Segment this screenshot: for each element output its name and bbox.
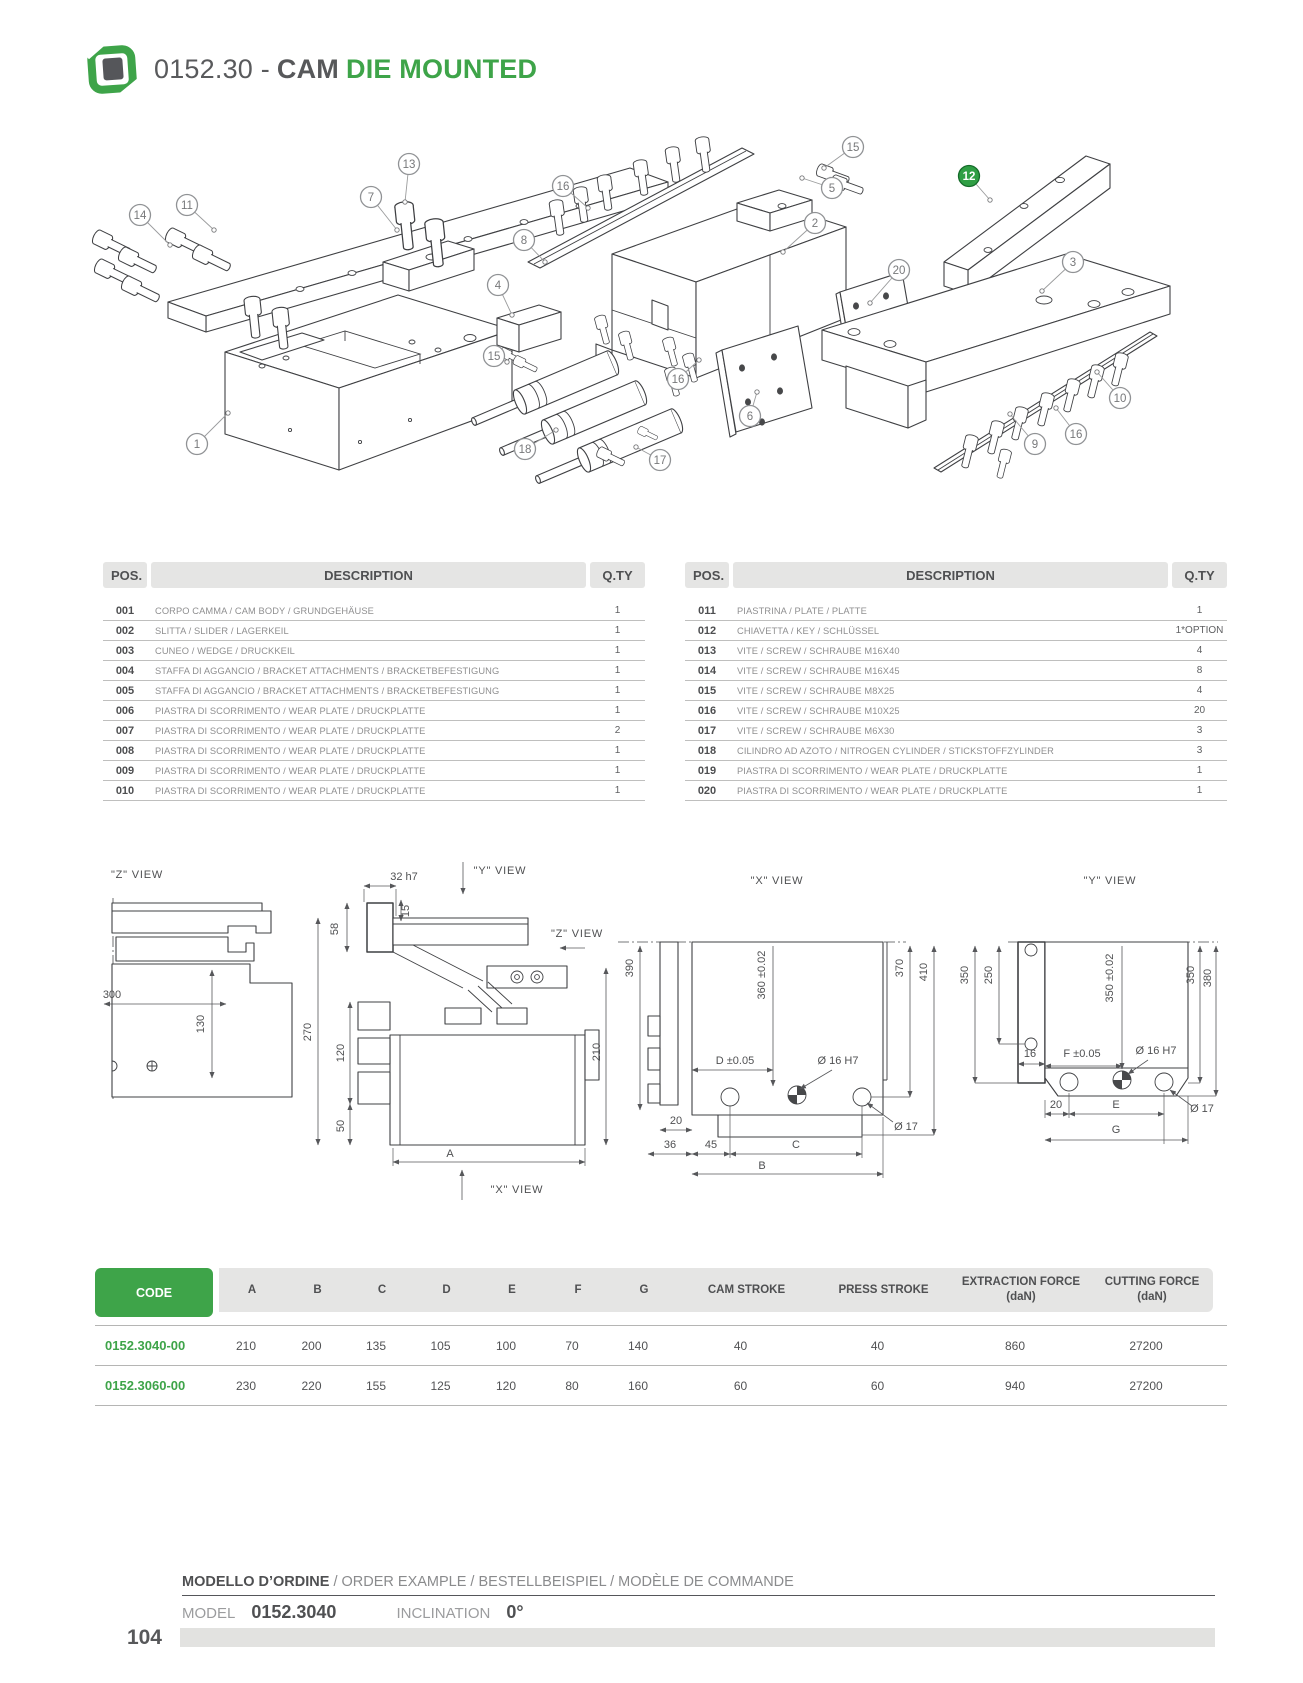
part-pos: 017 — [697, 724, 717, 737]
part-qty: 2 — [614, 725, 621, 736]
spec-column-header: CAM STROKE — [707, 1283, 786, 1296]
dimension-label: Ø 16 H7 — [817, 1055, 859, 1067]
spec-table — [95, 1268, 1227, 1406]
spec-code-value: 0152.3040-00 — [105, 1338, 186, 1353]
table-row — [103, 681, 645, 701]
part-description: STAFFA DI AGGANCIO / BRACKET ATTACHMENTS / BRACKETBEFESTIGUNG — [155, 665, 500, 676]
spec-table-rows — [95, 1325, 1227, 1406]
dimension-label: G — [1111, 1124, 1121, 1136]
table-row — [103, 741, 645, 761]
page-title — [154, 54, 537, 85]
dimension-label: A — [446, 1148, 454, 1160]
callout-balloon — [361, 187, 400, 233]
svg-text:13: 13 — [402, 159, 416, 171]
part-pos: 004 — [115, 664, 135, 677]
dimension-label: 370 — [894, 958, 906, 978]
svg-text:16: 16 — [1069, 429, 1083, 441]
svg-text:16: 16 — [671, 374, 685, 386]
dimension-label: C — [792, 1139, 800, 1151]
svg-text:1: 1 — [193, 439, 201, 451]
view-title: "Z" VIEW — [550, 928, 604, 940]
part-qty: 1 — [614, 705, 621, 716]
spec-cell: 155 — [365, 1378, 387, 1393]
spec-cell: 125 — [430, 1378, 451, 1393]
spec-cell: 27200 — [1129, 1378, 1163, 1393]
part-description: PIASTRA DI SCORRIMENTO / WEAR PLATE / DRUCKPLATTE — [155, 785, 426, 796]
dimension-label: 410 — [918, 962, 930, 982]
part-qty: 1 — [1196, 785, 1203, 796]
spec-cell: 60 — [870, 1378, 885, 1393]
view-title: "Y" VIEW — [473, 865, 527, 877]
part-qty: 20 — [1193, 705, 1206, 716]
parts-table-header — [685, 562, 1227, 588]
part-qty: 1 — [614, 605, 621, 616]
spec-column-header: PRESS STROKE — [838, 1283, 929, 1296]
dimension-label: 130 — [195, 1014, 207, 1034]
part-description: STAFFA DI AGGANCIO / BRACKET ATTACHMENTS / BRACKETBEFESTIGUNG — [155, 685, 500, 696]
dimension-label: Ø 16 H7 — [1135, 1045, 1177, 1057]
page-number: 104 — [126, 1626, 162, 1649]
spec-column-header: CUTTING FORCE (daN) — [1104, 1276, 1200, 1303]
part-description: PIASTRA DI SCORRIMENTO / WEAR PLATE / DRUCKPLATTE — [737, 785, 1008, 796]
spec-cell: 100 — [495, 1338, 517, 1353]
part-qty: 1 — [614, 685, 621, 696]
part-pos: 006 — [115, 704, 135, 717]
part-pos: 003 — [115, 644, 135, 657]
spec-cell: 40 — [870, 1338, 885, 1353]
dimension-label: 360 ±0.02 — [756, 950, 768, 1000]
spec-column-header: D — [442, 1283, 451, 1296]
part-description: PIASTRINA / PLATE / PLATTE — [737, 605, 867, 616]
callout-balloon — [488, 275, 515, 318]
callout-balloon — [1095, 370, 1131, 409]
dimension-views-drawing — [80, 855, 1220, 1235]
dimension-label: Ø 17 — [894, 1121, 918, 1133]
spec-cell: 210 — [235, 1338, 257, 1353]
spec-cell: 105 — [430, 1338, 451, 1353]
spec-row — [95, 1366, 1227, 1405]
table-row — [685, 661, 1227, 681]
part-description: PIASTRA DI SCORRIMENTO / WEAR PLATE / DRUCKPLATTE — [155, 705, 426, 716]
spec-column-header: A — [247, 1283, 257, 1296]
svg-text:11: 11 — [181, 200, 193, 212]
table-row — [685, 621, 1227, 641]
inclination-label: INCLINATION — [396, 1605, 491, 1622]
svg-text:8: 8 — [520, 235, 528, 247]
table-row — [685, 641, 1227, 661]
dimension-label: 350 — [1185, 965, 1197, 985]
part-pos: 016 — [697, 704, 717, 717]
spec-cell: 27200 — [1129, 1338, 1163, 1353]
spec-cell: 120 — [495, 1378, 517, 1393]
part-pos: 018 — [697, 744, 717, 757]
spec-cell: 230 — [235, 1378, 257, 1393]
view-title: "Y" VIEW — [1083, 875, 1137, 887]
parts-table-right — [685, 562, 1227, 801]
part-description: PIASTRA DI SCORRIMENTO / WEAR PLATE / DRUCKPLATTE — [155, 725, 426, 736]
row-separator — [95, 1405, 1227, 1406]
dimension-label: 58 — [329, 922, 341, 936]
dimension-label: 32 h7 — [390, 871, 418, 883]
part-qty: 3 — [1196, 745, 1203, 756]
svg-text:5: 5 — [828, 183, 836, 195]
table-row — [685, 601, 1227, 621]
spec-column-header: G — [639, 1283, 649, 1296]
part-pos: 001 — [115, 604, 135, 617]
dimension-label: 250 — [983, 965, 995, 985]
callout-balloon — [800, 176, 843, 199]
dimension-label: 20 — [669, 1115, 683, 1127]
dimension-label: F ±0.05 — [1063, 1048, 1101, 1060]
dimension-label: E — [1112, 1099, 1120, 1111]
dimension-label: Ø 17 — [1190, 1103, 1214, 1115]
spec-row — [95, 1326, 1227, 1365]
column-header-code: CODE — [95, 1268, 213, 1317]
part-qty: 3 — [1196, 725, 1203, 736]
part-pos: 019 — [697, 764, 717, 777]
callout-balloon — [177, 195, 217, 233]
svg-text:3: 3 — [1069, 257, 1077, 269]
spec-cell: 80 — [565, 1378, 579, 1393]
column-header-description: DESCRIPTION — [733, 562, 1168, 588]
footer-bar — [180, 1628, 1215, 1647]
svg-text:2: 2 — [811, 218, 819, 230]
part-qty: 4 — [1196, 645, 1203, 656]
dimension-label: B — [758, 1160, 766, 1172]
title-die-mounted: DIE MOUNTED — [346, 53, 538, 84]
part-qty: 1 — [614, 765, 621, 776]
part-qty: 1 — [1196, 605, 1203, 616]
part-pos: 010 — [115, 784, 135, 797]
table-row — [685, 721, 1227, 741]
table-row — [685, 681, 1227, 701]
callout-balloon — [399, 154, 420, 205]
callout-balloon — [130, 205, 173, 248]
part-qty: 1*OPTION — [1175, 625, 1224, 636]
part-qty: 1 — [1196, 765, 1203, 776]
part-description: VITE / SCREW / SCHRAUBE M10X25 — [737, 705, 900, 716]
svg-text:7: 7 — [367, 192, 375, 204]
parts-table-header — [103, 562, 645, 588]
table-row — [103, 641, 645, 661]
dimension-label: 50 — [335, 1119, 347, 1133]
order-example-line — [182, 1602, 524, 1623]
svg-text:6: 6 — [746, 411, 754, 423]
dimension-label: D ±0.05 — [715, 1055, 755, 1067]
dimension-label: 350 ±0.02 — [1104, 953, 1116, 1003]
table-row — [685, 761, 1227, 781]
brand-logo-icon — [86, 42, 140, 96]
spec-cell: 135 — [365, 1338, 387, 1353]
table-row — [685, 741, 1227, 761]
part-pos: 013 — [697, 644, 717, 657]
column-header-pos: POS. — [685, 562, 729, 588]
part-description: PIASTRA DI SCORRIMENTO / WEAR PLATE / DRUCKPLATTE — [737, 765, 1008, 776]
part-description: VITE / SCREW / SCHRAUBE M6X30 — [737, 725, 895, 736]
spec-column-header: B — [313, 1283, 322, 1296]
part-description: PIASTRA DI SCORRIMENTO / WEAR PLATE / DRUCKPLATTE — [155, 765, 426, 776]
column-header-qty: Q.TY — [590, 562, 645, 588]
svg-text:17: 17 — [653, 455, 667, 467]
svg-text:4: 4 — [494, 280, 502, 292]
spec-column-header: EXTRACTION FORCE (daN) — [961, 1276, 1081, 1303]
part-pos: 002 — [115, 624, 135, 637]
svg-text:16: 16 — [556, 181, 570, 193]
part-qty: 1 — [614, 645, 621, 656]
part-pos: 015 — [697, 684, 717, 697]
dimension-label: 45 — [704, 1139, 718, 1151]
view-title: "X" VIEW — [750, 875, 804, 887]
part-qty: 8 — [1196, 665, 1203, 676]
part-pos: 005 — [115, 684, 135, 697]
part-qty: 1 — [614, 785, 621, 796]
spec-cell: 40 — [733, 1338, 748, 1353]
part-pos: 011 — [698, 604, 716, 617]
part-pos: 009 — [115, 764, 135, 777]
dimension-label: 120 — [335, 1043, 347, 1063]
callout-balloon-highlight — [959, 166, 993, 203]
model-value: 0152.3040 — [251, 1602, 337, 1622]
svg-text:14: 14 — [133, 210, 147, 222]
spec-cell: 860 — [1004, 1338, 1026, 1353]
table-row — [685, 781, 1227, 801]
parts-table-left — [103, 562, 645, 801]
part-description: CUNEO / WEDGE / DRUCKKEIL — [155, 645, 295, 656]
table-row — [103, 601, 645, 621]
callout-balloon — [822, 137, 864, 171]
spec-column-header: C — [377, 1283, 387, 1296]
dimension-label: 350 — [959, 965, 971, 985]
spec-cell: 160 — [627, 1378, 649, 1393]
dimension-label: 210 — [591, 1042, 603, 1062]
part-pos: 012 — [697, 624, 717, 637]
part-description: CHIAVETTA / KEY / SCHLÜSSEL — [737, 625, 880, 636]
spec-table-header — [95, 1268, 1227, 1317]
table-row — [103, 721, 645, 741]
product-code: 0152.30 - — [154, 53, 270, 84]
part-description: VITE / SCREW / SCHRAUBE M16X40 — [737, 645, 900, 656]
table-row — [103, 701, 645, 721]
part-pos: 007 — [115, 724, 135, 737]
spec-column-header: F — [574, 1283, 582, 1296]
dimension-label: 390 — [624, 958, 636, 978]
part-pos: 008 — [115, 744, 135, 757]
column-header-qty: Q.TY — [1172, 562, 1227, 588]
dimension-label: 300 — [102, 989, 122, 1001]
view-title: "Z" VIEW — [110, 869, 164, 881]
part-qty: 1 — [614, 745, 621, 756]
page-header — [86, 42, 537, 96]
table-row — [103, 621, 645, 641]
title-cam: CAM — [276, 53, 339, 84]
svg-text:15: 15 — [487, 351, 501, 363]
part-qty: 1 — [614, 665, 621, 676]
svg-text:15: 15 — [846, 142, 860, 154]
table-row — [103, 781, 645, 801]
part-description: SLITTA / SLIDER / LAGERKEIL — [155, 625, 289, 636]
part-description: VITE / SCREW / SCHRAUBE M8X25 — [737, 685, 895, 696]
order-example-heading — [182, 1574, 1215, 1596]
order-example-rest: / ORDER EXAMPLE / BESTELLBEISPIEL / MODÈLE DE COMMANDE — [329, 1574, 794, 1590]
spec-column-headers — [219, 1268, 1213, 1312]
column-header-pos: POS. — [103, 562, 147, 588]
spec-cell: 60 — [733, 1378, 748, 1393]
order-example-bold: MODELLO D’ORDINE — [182, 1574, 330, 1590]
model-label: MODEL — [182, 1605, 236, 1622]
part-qty: 1 — [614, 625, 621, 636]
callout-balloon — [634, 445, 671, 471]
part-pos: 020 — [697, 784, 717, 797]
dimension-label: 16 — [1023, 1048, 1037, 1060]
svg-text:10: 10 — [1113, 393, 1127, 405]
part-qty: 4 — [1196, 685, 1203, 696]
spec-cell: 940 — [1004, 1378, 1026, 1393]
dimension-label: 36 — [663, 1139, 677, 1151]
dimension-label: 20 — [1049, 1099, 1063, 1111]
spec-column-header: E — [508, 1283, 516, 1296]
dimension-label: 380 — [1202, 968, 1214, 988]
table-row — [685, 701, 1227, 721]
view-title: "X" VIEW — [490, 1184, 544, 1196]
spec-code-value: 0152.3060-00 — [105, 1378, 186, 1393]
part-description: VITE / SCREW / SCHRAUBE M16X45 — [737, 665, 900, 676]
dimension-label: 15 — [400, 904, 412, 918]
spec-cell: 140 — [627, 1338, 649, 1353]
svg-text:20: 20 — [892, 265, 906, 277]
column-header-description: DESCRIPTION — [151, 562, 586, 588]
table-row — [103, 661, 645, 681]
table-row — [103, 761, 645, 781]
part-pos: 014 — [697, 664, 717, 677]
spec-cell: 70 — [565, 1338, 579, 1353]
dimension-label: 270 — [302, 1022, 314, 1042]
part-description: PIASTRA DI SCORRIMENTO / WEAR PLATE / DRUCKPLATTE — [155, 745, 426, 756]
part-description: CORPO CAMMA / CAM BODY / GRUNDGEHÄUSE — [155, 605, 374, 616]
part-description: CILINDRO AD AZOTO / NITROGEN CYLINDER / STICKSTOFFZYLINDER — [737, 745, 1054, 756]
exploded-view-drawing — [75, 110, 1225, 550]
svg-text:12: 12 — [962, 171, 976, 183]
spec-cell: 200 — [301, 1338, 322, 1353]
inclination-value: 0° — [506, 1602, 524, 1622]
spec-cell: 220 — [301, 1378, 322, 1393]
svg-text:18: 18 — [518, 444, 532, 456]
svg-text:9: 9 — [1031, 439, 1039, 451]
callout-balloon — [187, 411, 231, 455]
